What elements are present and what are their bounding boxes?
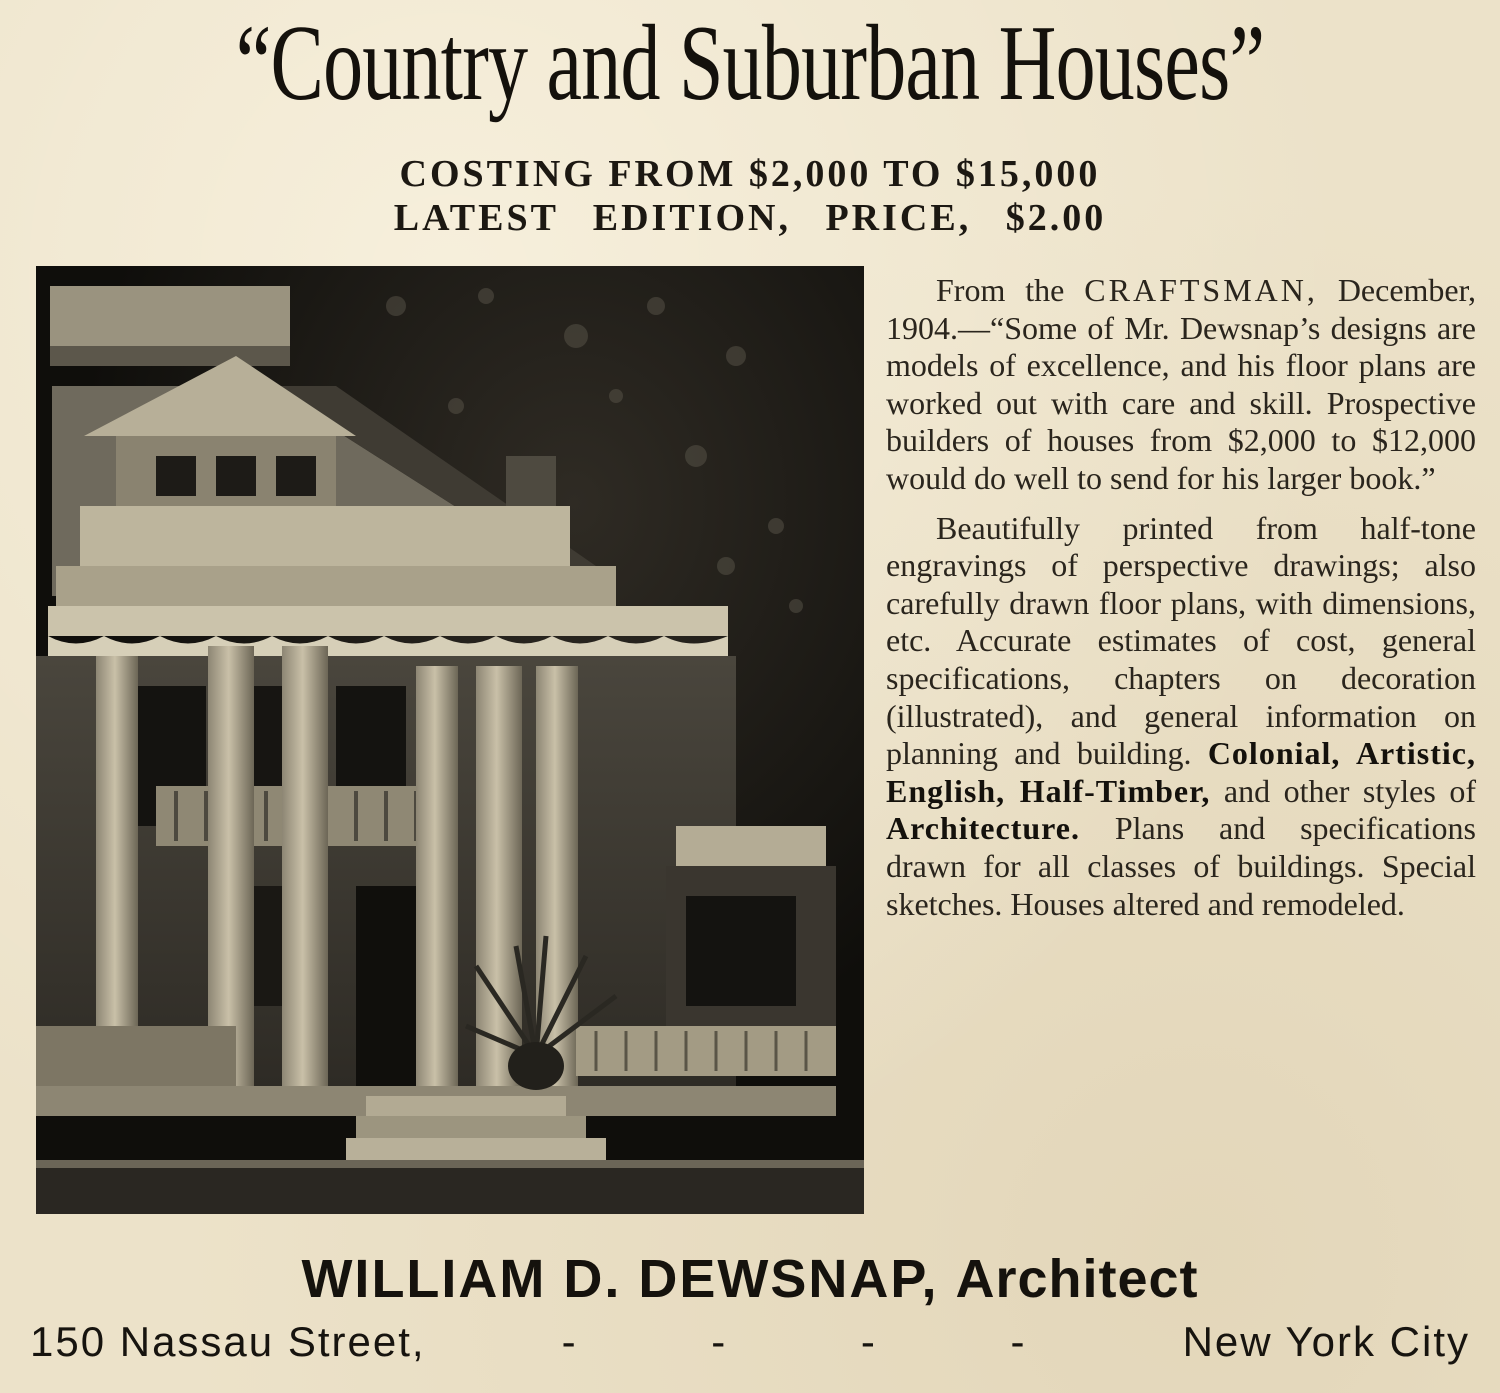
- city: New York City: [1182, 1318, 1470, 1365]
- subhead-price: LATEST EDITION, PRICE, $2.00: [393, 197, 1107, 239]
- review-quote-paragraph: [886, 272, 1476, 498]
- description-paragraph: [886, 510, 1476, 924]
- architect-name: WILLIAM D. DEWSNAP,: [301, 1249, 939, 1309]
- architecture-label: Architecture.: [886, 810, 1080, 847]
- architect-signature: [0, 1248, 1500, 1310]
- styles-list: Colonial, Artistic, English, Half-Timber,: [886, 735, 1477, 809]
- ad-body-text: [886, 272, 1476, 935]
- headline: “Country and Suburban Houses”: [235, 4, 1265, 123]
- street-address: 150 Nassau Street,: [30, 1318, 426, 1365]
- quote-intro: From the: [936, 272, 1085, 308]
- architect-title: Architect: [955, 1249, 1199, 1309]
- description-connector: and other styles of: [1210, 772, 1476, 809]
- house-engraving: [36, 266, 864, 1214]
- address-dashes: - - - -: [561, 1318, 1087, 1365]
- subhead-cost: COSTING FROM $2,000 TO $15,000: [399, 153, 1101, 195]
- quote-source: CRAFTSMAN,: [1084, 272, 1318, 308]
- quote-text: December, 1904.—“Some of Mr. Dewsnap’s designs are models of excellence, and his floor plans are worked out with care and skill. Prospective builders of houses from $2,000 to $12,000 would do well to send for his larger book.”: [886, 272, 1476, 496]
- address-line: [30, 1318, 1470, 1366]
- services-text: Plans and specifications drawn for all classes of buildings. Special sketches. Houses altered and remodeled.: [886, 810, 1476, 922]
- description-text: Beautifully printed from half-tone engravings of perspective drawings; also carefully drawn floor plans, with dimensions, etc. Accurate estimates of cost, general specifications, chapters on decoration (illustrated), and general information on planning and building.: [886, 509, 1476, 772]
